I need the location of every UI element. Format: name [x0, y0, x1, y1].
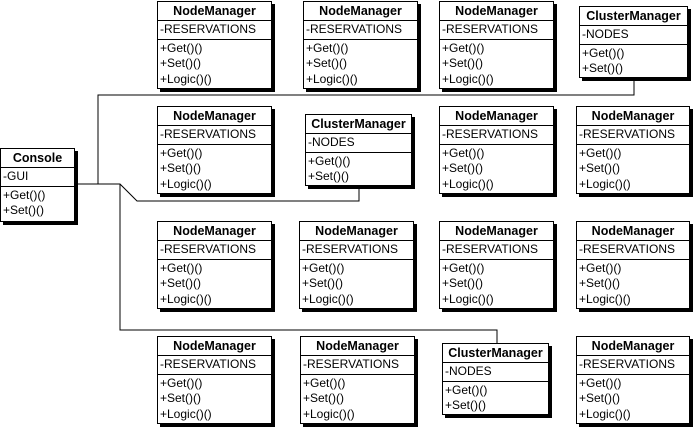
class-nodemanager [439, 106, 554, 194]
class-clustermanager [442, 343, 549, 415]
class-operation: +Logic()() [160, 291, 212, 306]
class-title: ClusterManager [580, 7, 687, 26]
class-operations [440, 260, 553, 308]
class-attribute: -NODES [308, 135, 355, 149]
class-operation: +Set()() [3, 203, 45, 217]
class-operation: +Set()() [442, 276, 484, 290]
class-nodemanager [303, 1, 418, 89]
class-attributes [577, 356, 689, 375]
class-operations [304, 40, 417, 88]
class-title: NodeManager [440, 2, 553, 21]
class-console [0, 148, 75, 222]
class-operation: +Get()() [160, 40, 203, 55]
class-nodemanager [576, 336, 690, 424]
class-nodemanager [157, 336, 272, 424]
class-operation: +Set()() [160, 391, 202, 405]
class-clustermanager [579, 6, 688, 78]
class-attributes [158, 356, 271, 375]
class-title: NodeManager [158, 222, 271, 241]
class-nodemanager [157, 106, 272, 194]
class-attribute: -RESERVATIONS [160, 357, 257, 371]
class-attributes [440, 126, 553, 145]
class-title: NodeManager [577, 222, 689, 241]
class-operation: +Get()() [306, 40, 349, 55]
class-operation: +Set()() [579, 161, 621, 175]
class-title: NodeManager [300, 222, 413, 241]
class-operation: +Logic()() [579, 406, 631, 421]
class-operations [301, 375, 414, 423]
class-operations [1, 187, 74, 219]
class-title: NodeManager [577, 337, 689, 356]
class-attributes [440, 21, 553, 40]
class-title: NodeManager [440, 107, 553, 126]
class-operation: +Get()() [582, 45, 625, 60]
class-title: NodeManager [304, 2, 417, 21]
class-attribute: -NODES [445, 364, 492, 378]
class-operation: +Set()() [442, 161, 484, 175]
class-operations [158, 145, 271, 193]
class-operation: +Get()() [445, 382, 488, 397]
class-operation: +Set()() [160, 276, 202, 290]
class-operation: +Set()() [306, 56, 348, 70]
class-title: NodeManager [440, 222, 553, 241]
class-operation: +Get()() [302, 260, 345, 275]
class-operations [440, 145, 553, 193]
class-operation: +Get()() [160, 260, 203, 275]
class-operation: +Logic()() [160, 71, 212, 86]
class-attributes [440, 241, 553, 260]
class-operations [300, 260, 413, 308]
class-operations [443, 382, 548, 414]
class-attribute: -RESERVATIONS [442, 22, 539, 36]
class-attributes [443, 363, 548, 382]
class-operation: +Get()() [442, 145, 485, 160]
class-attributes [158, 126, 271, 145]
class-attributes [577, 241, 689, 260]
class-operation: +Logic()() [303, 406, 355, 421]
class-operation: +Get()() [3, 187, 46, 202]
class-title: Console [1, 149, 74, 168]
class-attribute: -RESERVATIONS [579, 242, 676, 256]
class-nodemanager [576, 221, 690, 309]
class-title: ClusterManager [443, 344, 548, 363]
class-nodemanager [299, 221, 414, 309]
class-nodemanager [439, 221, 554, 309]
class-attribute: -RESERVATIONS [442, 127, 539, 141]
class-operation: +Set()() [302, 276, 344, 290]
class-attribute: -RESERVATIONS [302, 242, 399, 256]
class-operation: +Logic()() [442, 71, 494, 86]
class-attribute: -RESERVATIONS [306, 22, 403, 36]
class-attributes [301, 356, 414, 375]
class-operations [306, 153, 411, 185]
class-operation: +Set()() [442, 56, 484, 70]
class-attribute: -GUI [3, 169, 29, 183]
class-attributes [577, 126, 689, 145]
class-attribute: -RESERVATIONS [160, 127, 257, 141]
class-operation: +Logic()() [579, 176, 631, 191]
class-attribute: -RESERVATIONS [160, 22, 257, 36]
class-operation: +Logic()() [302, 291, 354, 306]
class-operation: +Get()() [442, 40, 485, 55]
class-operation: +Get()() [308, 153, 351, 168]
class-attribute: -RESERVATIONS [160, 242, 257, 256]
class-attributes [300, 241, 413, 260]
class-nodemanager [157, 221, 272, 309]
class-title: ClusterManager [306, 115, 411, 134]
class-operation: +Get()() [160, 145, 203, 160]
class-operation: +Logic()() [442, 291, 494, 306]
class-nodemanager [576, 106, 690, 194]
class-operation: +Set()() [303, 391, 345, 405]
class-title: NodeManager [158, 107, 271, 126]
class-operations [580, 45, 687, 77]
class-attributes [304, 21, 417, 40]
class-nodemanager [439, 1, 554, 89]
class-operations [158, 375, 271, 423]
class-operation: +Get()() [579, 260, 622, 275]
class-operation: +Get()() [160, 375, 203, 390]
class-operations [158, 40, 271, 88]
class-operation: +Get()() [579, 375, 622, 390]
class-operation: +Set()() [160, 161, 202, 175]
class-title: NodeManager [158, 337, 271, 356]
class-attribute: -NODES [582, 27, 629, 41]
class-operation: +Get()() [303, 375, 346, 390]
class-operations [440, 40, 553, 88]
class-operations [577, 260, 689, 308]
class-title: NodeManager [301, 337, 414, 356]
class-attributes [158, 241, 271, 260]
class-operation: +Set()() [445, 398, 487, 412]
class-attribute: -RESERVATIONS [303, 357, 400, 371]
class-attributes [1, 168, 74, 187]
class-attribute: -RESERVATIONS [579, 357, 676, 371]
class-operations [158, 260, 271, 308]
class-operation: +Set()() [160, 56, 202, 70]
class-operation: +Logic()() [160, 176, 212, 191]
class-title: NodeManager [577, 107, 689, 126]
class-attribute: -RESERVATIONS [579, 127, 676, 141]
class-nodemanager [157, 1, 272, 89]
class-attribute: -RESERVATIONS [442, 242, 539, 256]
class-operation: +Set()() [582, 61, 624, 75]
class-operation: +Get()() [442, 260, 485, 275]
class-operation: +Logic()() [579, 291, 631, 306]
class-operations [577, 375, 689, 423]
class-title: NodeManager [158, 2, 271, 21]
class-attributes [580, 26, 687, 45]
class-attributes [158, 21, 271, 40]
class-operation: +Set()() [579, 391, 621, 405]
class-attributes [306, 134, 411, 153]
class-operation: +Logic()() [306, 71, 358, 86]
class-clustermanager [305, 114, 412, 186]
class-operation: +Get()() [579, 145, 622, 160]
class-operation: +Set()() [308, 169, 350, 183]
class-operation: +Set()() [579, 276, 621, 290]
class-nodemanager [300, 336, 415, 424]
class-operations [577, 145, 689, 193]
class-operation: +Logic()() [160, 406, 212, 421]
class-operation: +Logic()() [442, 176, 494, 191]
